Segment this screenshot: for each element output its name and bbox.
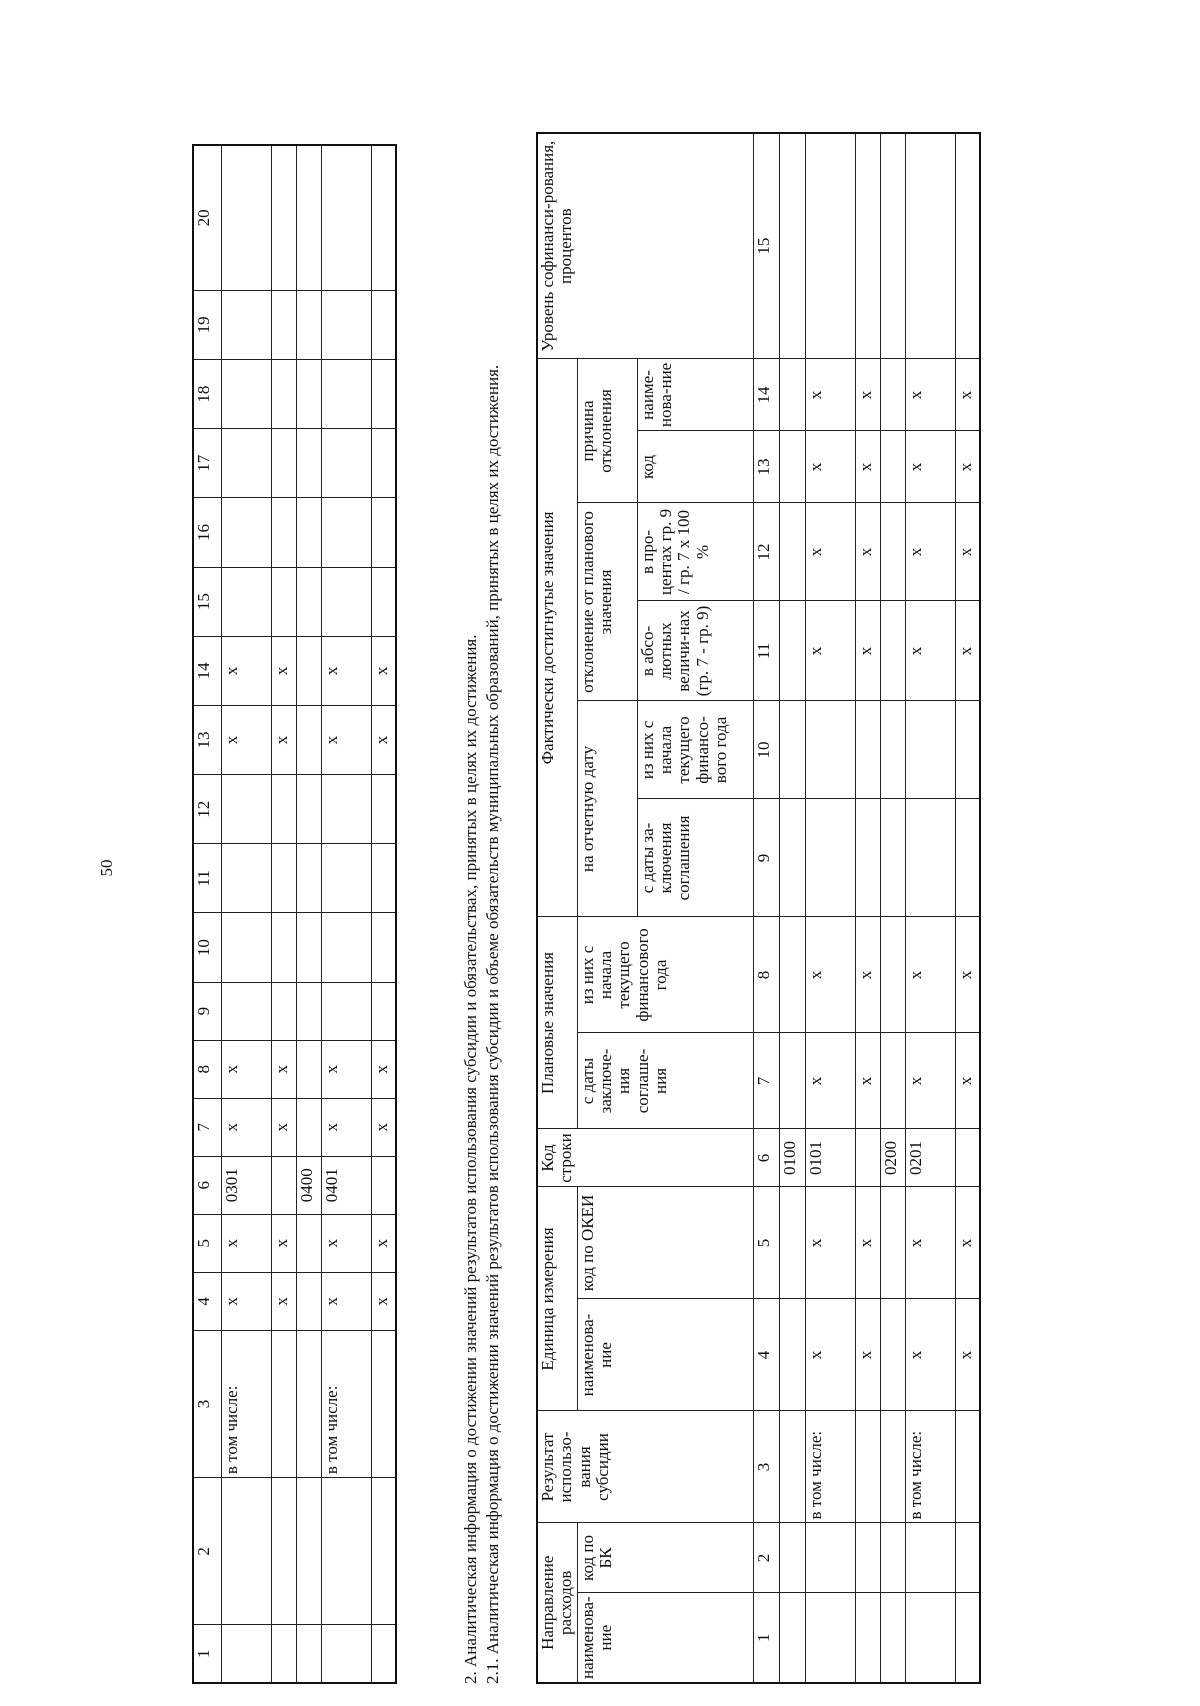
header-code-bk: код по БК — [577, 1523, 753, 1593]
table-row — [955, 133, 980, 1683]
table-cell — [880, 1299, 905, 1411]
table-cell — [271, 913, 296, 982]
table-cell — [221, 1478, 271, 1625]
rotated-page-content — [140, 130, 1060, 1690]
column-number: 20 — [193, 145, 221, 290]
table-row — [271, 145, 296, 1683]
table-cell — [905, 1593, 955, 1683]
header-cofinancing: Уровень софинанси-рования, процентов — [537, 133, 753, 359]
header-on-date: на отчетную дату — [577, 701, 637, 917]
table-cell: x — [805, 917, 855, 1033]
header-row-code: Код строки — [537, 1129, 753, 1187]
table-cell: x — [905, 1187, 955, 1299]
table-cell — [779, 1033, 805, 1129]
table-row — [221, 145, 271, 1683]
table-cell — [371, 775, 396, 844]
table-cell — [805, 701, 855, 799]
table-cell — [371, 1625, 396, 1683]
table-cell — [296, 1330, 321, 1477]
table-row — [296, 145, 321, 1683]
table-cell — [296, 1478, 321, 1625]
page-number: 50 — [97, 859, 116, 877]
table-cell — [779, 431, 805, 503]
table-cell — [880, 1593, 905, 1683]
table-cell: x — [905, 503, 955, 601]
table-cell: x — [321, 705, 371, 774]
table-cell: x — [955, 503, 980, 601]
table-cell — [855, 1523, 880, 1593]
table-cell — [779, 503, 805, 601]
table-cell: 0201 — [905, 1129, 955, 1187]
table-cell — [779, 701, 805, 799]
table-cell — [779, 1299, 805, 1411]
table-cell: x — [855, 359, 880, 431]
table-cell — [296, 1098, 321, 1156]
table-cell — [221, 775, 271, 844]
column-number: 12 — [193, 775, 221, 844]
table-cell — [371, 429, 396, 498]
column-number: 11 — [193, 844, 221, 913]
table-cell: x — [271, 1272, 296, 1330]
table-cell: 0401 — [321, 1156, 371, 1214]
table-cell: x — [221, 636, 271, 705]
table-cell — [296, 636, 321, 705]
table-cell: x — [271, 1098, 296, 1156]
header-reason-code: код — [637, 431, 753, 503]
table-cell: x — [271, 636, 296, 705]
continuation-table — [192, 144, 397, 1684]
table-cell — [321, 567, 371, 636]
table-cell: x — [855, 1299, 880, 1411]
header-pct: в про-центах гр. 9 / гр. 7 х 100 % — [637, 503, 753, 601]
column-number-row — [753, 133, 779, 1683]
table-cell — [221, 290, 271, 359]
table-cell — [805, 799, 855, 917]
table-row — [321, 145, 371, 1683]
table-cell — [880, 799, 905, 917]
table-cell — [779, 359, 805, 431]
table-cell: x — [805, 431, 855, 503]
column-number: 2 — [753, 1523, 779, 1593]
header-from-year: из них с начала текущего финансо-вого года — [637, 701, 753, 799]
table-cell — [779, 799, 805, 917]
column-number: 13 — [753, 431, 779, 503]
section-2-1-title: 2.1. Аналитическая информация о достижении значений результатов использования субсидии и объеме обязательств муниципальных образований, принятых в целях их достижения. — [483, 364, 502, 1684]
column-number: 7 — [753, 1033, 779, 1129]
table-cell: x — [855, 601, 880, 701]
table-cell — [271, 982, 296, 1040]
table-cell — [296, 1625, 321, 1683]
table-cell — [880, 359, 905, 431]
table-cell — [880, 601, 905, 701]
column-number: 15 — [753, 133, 779, 359]
column-number: 3 — [193, 1330, 221, 1477]
table-cell — [880, 133, 905, 359]
table-cell: x — [855, 503, 880, 601]
table-cell — [955, 701, 980, 799]
table-cell: x — [321, 1098, 371, 1156]
table-cell — [271, 1478, 296, 1625]
table-row — [371, 145, 396, 1683]
table-cell — [321, 359, 371, 428]
header-abs: в абсо-лютных величи-нах (гр. 7 - гр. 9) — [637, 601, 753, 701]
table-cell — [296, 913, 321, 982]
header-reason: причина отклонения — [577, 359, 637, 503]
table-cell — [296, 1272, 321, 1330]
table-cell: 0200 — [880, 1129, 905, 1187]
section-2-title: 2. Аналитическая информация о достижении значений результатов использования субсидии и обязательствах, принятых в целях их достижения. — [461, 634, 480, 1684]
table-cell — [805, 1593, 855, 1683]
table-cell — [371, 1156, 396, 1214]
table-cell — [321, 982, 371, 1040]
column-number: 15 — [193, 567, 221, 636]
table-cell: x — [221, 1040, 271, 1098]
column-number: 12 — [753, 503, 779, 601]
table-cell: x — [955, 359, 980, 431]
table-cell: в том числе: — [221, 1330, 271, 1477]
table-cell — [779, 1593, 805, 1683]
table-cell — [371, 145, 396, 290]
column-number: 1 — [193, 1625, 221, 1683]
header-unit: Единица измерения — [537, 1187, 577, 1411]
table-cell — [221, 359, 271, 428]
column-number: 19 — [193, 290, 221, 359]
table-cell: x — [371, 636, 396, 705]
table-cell: x — [271, 705, 296, 774]
table-cell — [296, 982, 321, 1040]
table-row — [779, 133, 805, 1683]
table-cell — [880, 1033, 905, 1129]
table-cell: 0400 — [296, 1156, 321, 1214]
table-cell — [779, 133, 805, 359]
table-cell: x — [321, 1040, 371, 1098]
analytics-table — [536, 132, 981, 1684]
table-cell — [221, 145, 271, 290]
column-number: 14 — [193, 636, 221, 705]
table-cell — [880, 503, 905, 601]
column-number: 9 — [193, 982, 221, 1040]
column-number: 2 — [193, 1478, 221, 1625]
column-number: 13 — [193, 705, 221, 774]
table-cell — [880, 1523, 905, 1593]
table-cell: x — [955, 1187, 980, 1299]
column-number: 7 — [193, 1098, 221, 1156]
table-cell: x — [905, 917, 955, 1033]
table-cell — [296, 145, 321, 290]
column-number: 11 — [753, 601, 779, 701]
table-cell — [271, 775, 296, 844]
table-row — [905, 133, 955, 1683]
table-cell: x — [221, 1272, 271, 1330]
column-number: 5 — [193, 1214, 221, 1272]
table-cell — [880, 917, 905, 1033]
column-number: 6 — [753, 1129, 779, 1187]
table-cell — [371, 359, 396, 428]
table-cell — [271, 429, 296, 498]
table-cell — [880, 701, 905, 799]
column-number: 16 — [193, 498, 221, 567]
table-cell — [805, 133, 855, 359]
table-cell — [221, 498, 271, 567]
header-direction-name: наименова-ние — [577, 1593, 753, 1683]
table-cell — [779, 1411, 805, 1523]
table-cell: x — [905, 601, 955, 701]
table-cell — [271, 567, 296, 636]
table-cell — [371, 844, 396, 913]
column-number: 18 — [193, 359, 221, 428]
table-cell: x — [805, 1299, 855, 1411]
table-cell — [880, 431, 905, 503]
table-cell — [221, 429, 271, 498]
header-direction: Направление расходов — [537, 1523, 577, 1683]
table-cell: x — [221, 1098, 271, 1156]
column-number-row — [193, 145, 221, 1683]
table-cell: x — [805, 1187, 855, 1299]
table-cell — [271, 1330, 296, 1477]
table-cell — [296, 567, 321, 636]
table-cell: x — [805, 359, 855, 431]
table-cell: x — [955, 431, 980, 503]
table-cell: x — [805, 601, 855, 701]
table-cell: x — [371, 1040, 396, 1098]
table-cell — [321, 775, 371, 844]
column-number: 6 — [193, 1156, 221, 1214]
table-cell: x — [905, 359, 955, 431]
header-planned: Плановые значения — [537, 917, 577, 1129]
table-cell — [779, 601, 805, 701]
table-cell — [321, 145, 371, 290]
table-cell — [371, 290, 396, 359]
table-cell: x — [805, 1033, 855, 1129]
table-cell — [855, 1129, 880, 1187]
table-cell: x — [855, 917, 880, 1033]
table-cell — [371, 982, 396, 1040]
table-cell — [805, 1523, 855, 1593]
table-cell — [271, 844, 296, 913]
table-cell — [321, 1625, 371, 1683]
table-cell — [321, 844, 371, 913]
table-cell — [321, 1478, 371, 1625]
header-result: Результат использо-вания субсидии — [537, 1411, 753, 1523]
table-cell: x — [321, 1214, 371, 1272]
table-cell — [955, 799, 980, 917]
table-cell: x — [955, 917, 980, 1033]
header-actual: Фактически достигнутые значения — [537, 359, 577, 917]
table-cell — [905, 1523, 955, 1593]
table-cell — [271, 1625, 296, 1683]
table-cell — [296, 705, 321, 774]
table-cell — [855, 1411, 880, 1523]
table-cell — [905, 799, 955, 917]
table-cell: x — [371, 705, 396, 774]
table-row — [855, 133, 880, 1683]
table-cell: x — [905, 1033, 955, 1129]
table-cell: x — [855, 431, 880, 503]
table-cell — [955, 1129, 980, 1187]
header-planned-agreement: с даты заключе-ния соглаше-ния — [577, 1033, 753, 1129]
table-cell: x — [221, 1214, 271, 1272]
table-cell: x — [371, 1098, 396, 1156]
table-cell: 0101 — [805, 1129, 855, 1187]
table-cell — [905, 701, 955, 799]
table-cell: x — [855, 1033, 880, 1129]
table-cell — [221, 913, 271, 982]
table-cell — [296, 775, 321, 844]
table-cell: x — [321, 636, 371, 705]
table-cell: x — [905, 431, 955, 503]
table-cell: x — [371, 1272, 396, 1330]
table-cell — [271, 498, 296, 567]
column-number: 3 — [753, 1411, 779, 1523]
column-number: 8 — [193, 1040, 221, 1098]
table-cell — [296, 498, 321, 567]
header-unit-name: наименова-ние — [577, 1299, 753, 1411]
table-cell: x — [271, 1214, 296, 1272]
header-from-agreement: с даты за-ключения соглашения — [637, 799, 753, 917]
table-cell — [221, 982, 271, 1040]
table-cell — [296, 359, 321, 428]
column-number: 4 — [753, 1299, 779, 1411]
table-cell — [321, 913, 371, 982]
table-cell — [955, 1593, 980, 1683]
table-cell — [271, 145, 296, 290]
table-cell: x — [805, 503, 855, 601]
table-cell: x — [321, 1272, 371, 1330]
table-cell — [321, 290, 371, 359]
table-cell — [855, 1593, 880, 1683]
header-planned-year: из них с начала текущего финансового года — [577, 917, 753, 1033]
table-cell — [321, 498, 371, 567]
table-cell: в том числе: — [805, 1411, 855, 1523]
table-cell: x — [271, 1040, 296, 1098]
table-row — [805, 133, 855, 1683]
column-number: 9 — [753, 799, 779, 917]
table-cell: x — [955, 1033, 980, 1129]
table-cell: 0301 — [221, 1156, 271, 1214]
table-cell — [955, 133, 980, 359]
table-cell — [955, 1411, 980, 1523]
table-cell — [221, 844, 271, 913]
table-cell — [779, 1523, 805, 1593]
table-cell: в том числе: — [321, 1330, 371, 1477]
table-cell — [855, 133, 880, 359]
table-cell — [271, 290, 296, 359]
table-cell — [855, 701, 880, 799]
table-cell: x — [955, 1299, 980, 1411]
table-cell: x — [855, 1187, 880, 1299]
table-cell — [779, 1187, 805, 1299]
table-cell — [221, 567, 271, 636]
table-cell — [371, 913, 396, 982]
table-cell — [880, 1411, 905, 1523]
header-okei: код по ОКЕИ — [577, 1187, 753, 1299]
table-cell: 0100 — [779, 1129, 805, 1187]
table-cell: x — [371, 1214, 396, 1272]
table-cell: x — [955, 601, 980, 701]
table-cell — [321, 429, 371, 498]
table-cell — [296, 290, 321, 359]
column-number: 10 — [193, 913, 221, 982]
table-cell — [371, 498, 396, 567]
column-number: 4 — [193, 1272, 221, 1330]
table-cell: x — [221, 705, 271, 774]
column-number: 5 — [753, 1187, 779, 1299]
column-number: 10 — [753, 701, 779, 799]
table-cell — [296, 429, 321, 498]
header-reason-name: наиме-нова-ние — [637, 359, 753, 431]
column-number: 17 — [193, 429, 221, 498]
table-cell — [221, 1625, 271, 1683]
table-cell: x — [905, 1299, 955, 1411]
table-cell — [371, 1478, 396, 1625]
table-cell — [296, 1040, 321, 1098]
table-cell — [271, 1156, 296, 1214]
table-cell: в том числе: — [905, 1411, 955, 1523]
table-row — [880, 133, 905, 1683]
section-titles — [460, 144, 504, 1684]
table-cell — [371, 567, 396, 636]
table-cell — [905, 133, 955, 359]
table-cell — [371, 1330, 396, 1477]
table-cell — [779, 917, 805, 1033]
table-cell — [296, 1214, 321, 1272]
table-cell — [296, 844, 321, 913]
column-number: 8 — [753, 917, 779, 1033]
header-deviation: отклонение от планового значения — [577, 503, 637, 701]
table-cell — [955, 1523, 980, 1593]
table-cell — [855, 799, 880, 917]
table-cell — [271, 359, 296, 428]
column-number: 14 — [753, 359, 779, 431]
table-cell — [880, 1187, 905, 1299]
column-number: 1 — [753, 1593, 779, 1683]
